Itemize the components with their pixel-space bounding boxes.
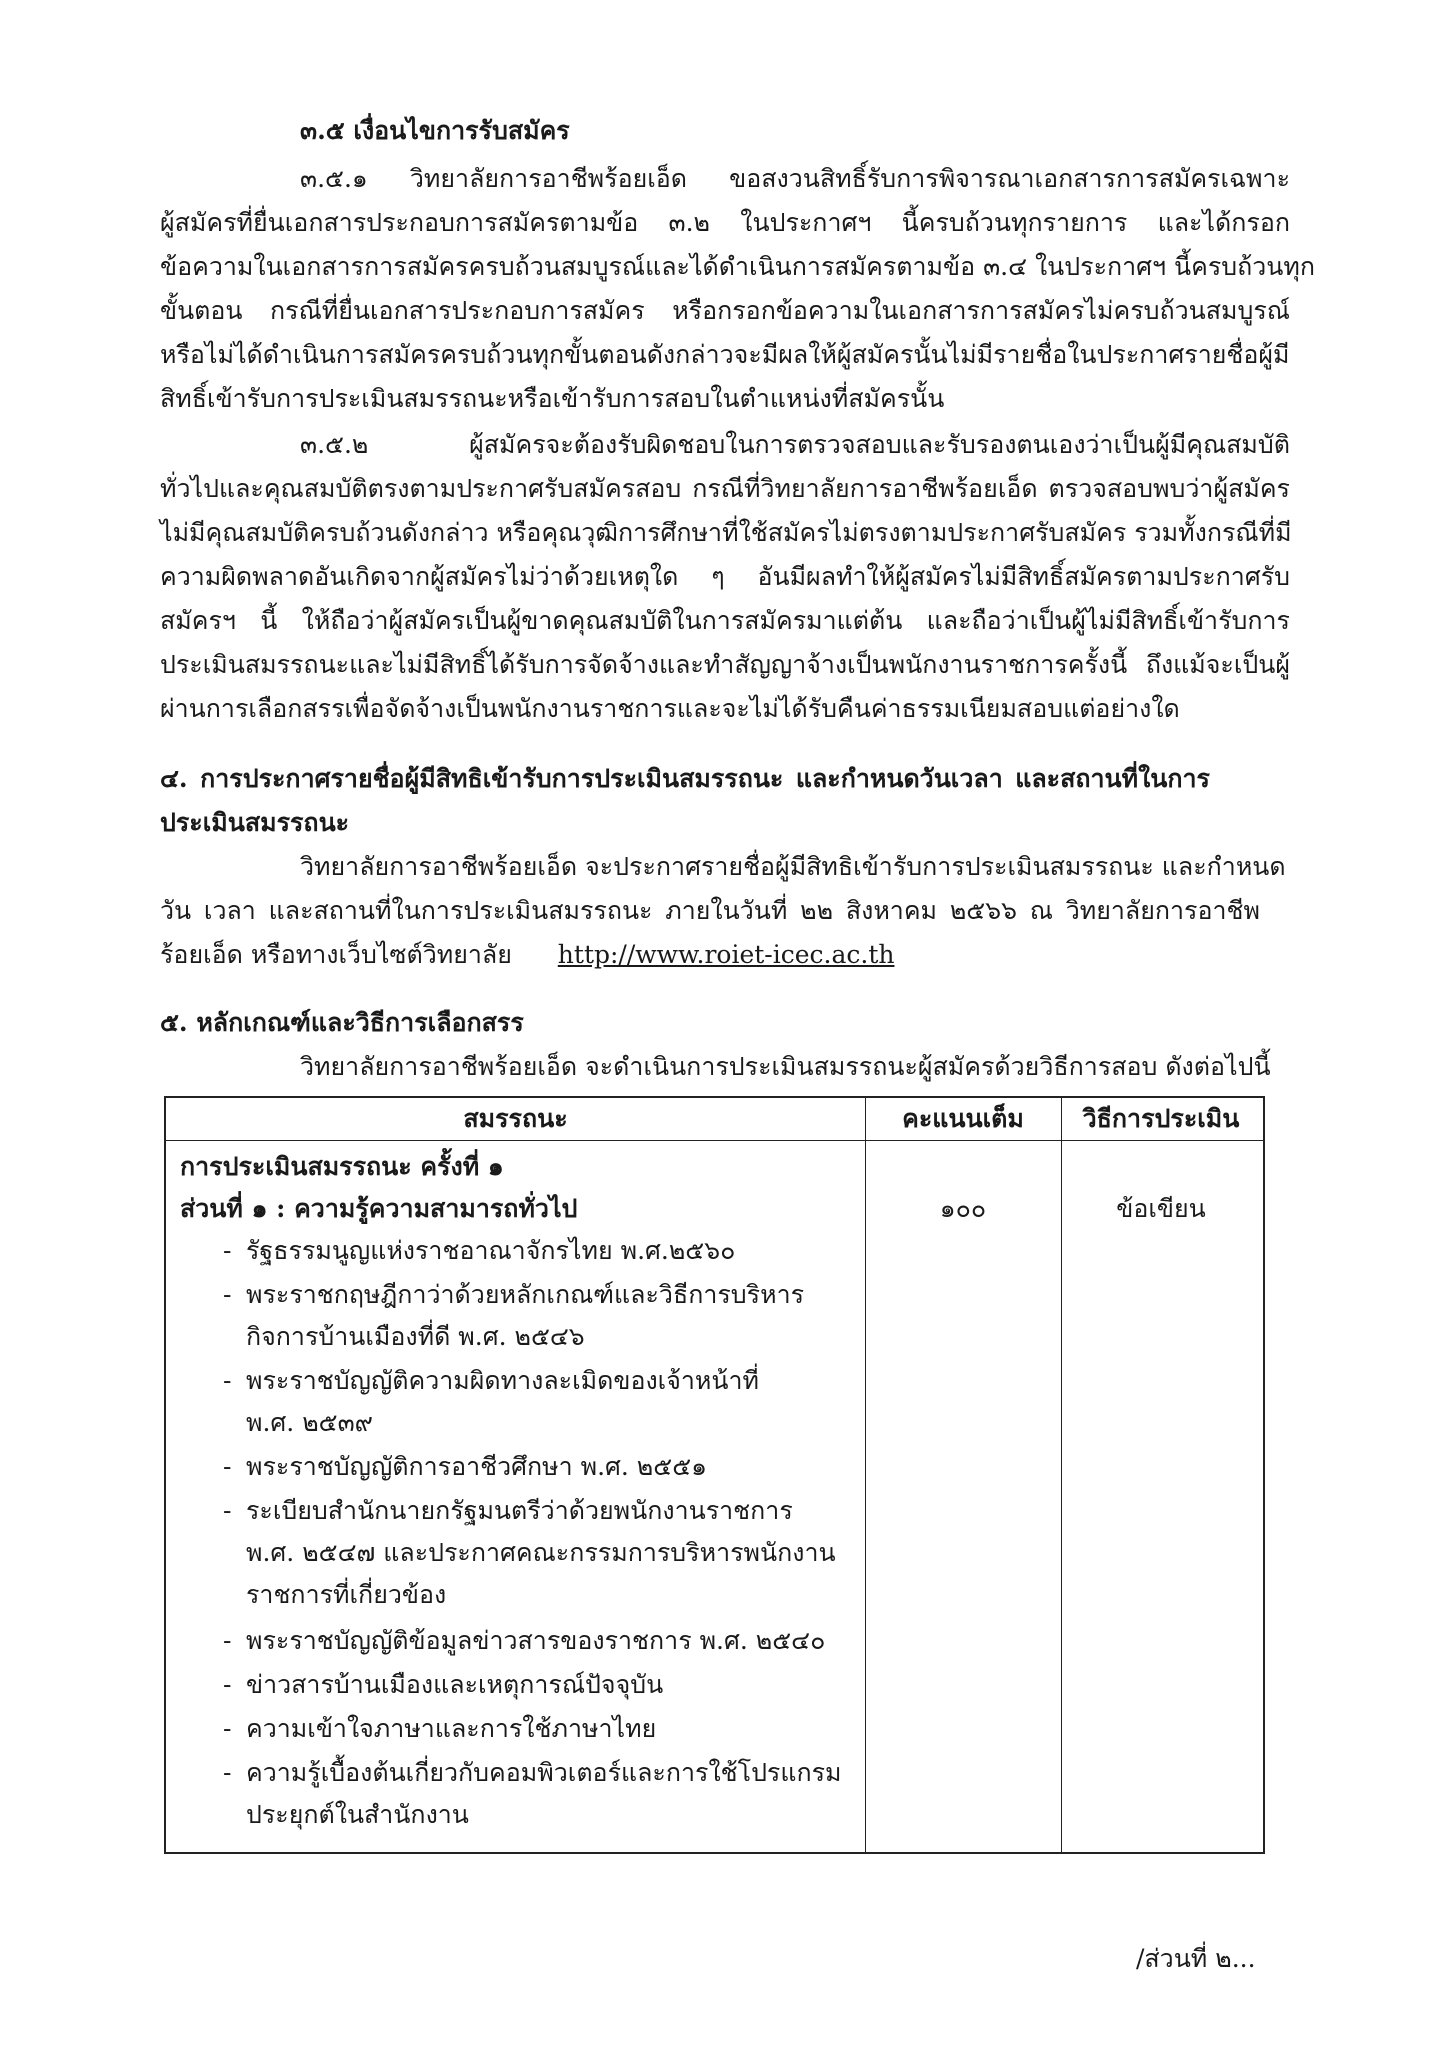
assessment-round: การประเมินสมรรถนะ ครั้งที่ ๑	[180, 1152, 504, 1181]
paragraph-line: ขั้นตอน กรณีที่ยื่นเอกสารประกอบการสมัคร หรือกรอกข้อความในเอกสารการสมัครไม่ครบถ้วนสมบูรณ์	[160, 296, 1290, 325]
table-header-full-score: คะแนนเต็ม	[902, 1104, 1024, 1133]
list-item-cont: กิจการบ้านเมืองที่ดี พ.ศ. ๒๕๔๖	[246, 1322, 585, 1351]
paragraph-line: ผ่านการเลือกสรรเพื่อจัดจ้างเป็นพนักงานราชการและจะไม่ได้รับคืนค่าธรรมเนียมสอบแต่อย่างใด	[160, 694, 1180, 723]
section-4-heading: ๔. การประกาศรายชื่อผู้มีสิทธิเข้ารับการประเมินสมรรถนะ และกำหนดวันเวลา และสถานที่ในการ	[160, 764, 1210, 793]
college-website-link[interactable]: http://www.roiet-icec.ac.th	[557, 940, 895, 969]
table-header-competency: สมรรถนะ	[463, 1104, 568, 1133]
paragraph-line: ทั่วไปและคุณสมบัติตรงตามประกาศรับสมัครสอบ กรณีที่วิทยาลัยการอาชีพร้อยเอ็ด ตรวจสอบพบว่าผู้สมัคร	[160, 474, 1290, 503]
paragraph-line: สิทธิ์เข้ารับการประเมินสมรรถนะหรือเข้ารับการสอบในตำแหน่งที่สมัครนั้น	[160, 384, 945, 413]
section-3-5-heading: ๓.๕ เงื่อนไขการรับสมัคร	[300, 116, 570, 145]
paragraph-line: วิทยาลัยการอาชีพร้อยเอ็ด จะดำเนินการประเมินสมรรถนะผู้สมัครด้วยวิธีการสอบ ดังต่อไปนี้	[300, 1052, 1271, 1081]
section-5-heading: ๕. หลักเกณฑ์และวิธีการเลือกสรร	[160, 1008, 524, 1037]
list-item-cont: พ.ศ. ๒๕๓๙	[246, 1408, 373, 1437]
section-4-heading-cont: ประเมินสมรรถนะ	[160, 808, 350, 837]
assessment-table: สมรรถนะ คะแนนเต็ม วิธีการประเมิน การประเมินสมรรถนะ ครั้งที่ ๑ ส่วนที่ ๑ : ความรู้ความสามารถทั่วไป ๑๐๐ ข้อเขียน - รัฐธรรมนูญแห่งราชอาณาจักรไทย พ.ศ.๒๕๖๐ - พระราชกฤษฎีกาว่าด้วยหลักเกณฑ์และวิธีการบริหาร กิจการบ้านเมืองที่ดี พ.ศ. ๒๕๔๖ - พระราชบัญญัติความผิดทางละเมิดของเจ้าหน้าที่ พ.ศ. ๒๕๓๙ - พระราชบัญญัติการอาชีวศึกษา พ.ศ. ๒๕๕๑ - ระเบียบสำนักนายกรัฐมนตรีว่าด้วยพนักงานราชการ พ.ศ. ๒๕๔๗ และประกาศคณะกรรมการบริหารพนักงาน ราชการที่เกี่ยวข้อง - พระราชบัญญัติข้อมูลข่าวสารของราชการ พ.ศ. ๒๕๔๐ - ข่าวสารบ้านเมืองและเหตุการณ์ปัจจุบัน - ความเข้าใจภาษาและการใช้ภาษาไทย - ความรู้เบื้องต้นเกี่ยวกับคอมพิวเตอร์และการใช้โปรแกรม ประยุกต์ในสำนักงาน	[164, 1096, 1265, 1854]
page-continuation: /ส่วนที่ ๒...	[1136, 1944, 1256, 1973]
list-item-cont: ประยุกต์ในสำนักงาน	[246, 1800, 469, 1829]
paragraph-line	[160, 940, 1290, 970]
list-item-cont: พ.ศ. ๒๕๔๗ และประกาศคณะกรรมการบริหารพนักงาน	[246, 1538, 836, 1567]
paragraph-line: สมัครฯ นี้ ให้ถือว่าผู้สมัครเป็นผู้ขาดคุณสมบัติในการสมัครมาแต่ต้น และถือว่าเป็นผู้ไม่มีสิทธิ์เข้ารับการ	[160, 606, 1290, 635]
table-header-method: วิธีการประเมิน	[1082, 1104, 1240, 1133]
paragraph-line: ๓.๕.๑ วิทยาลัยการอาชีพร้อยเอ็ด ขอสงวนสิทธิ์รับการพิจารณาเอกสารการสมัครเฉพาะ	[300, 164, 1290, 193]
paragraph-line: ไม่มีคุณสมบัติครบถ้วนดังกล่าว หรือคุณวุฒิการศึกษาที่ใช้สมัครไม่ตรงตามประกาศรับสมัคร รวมทั้งกรณีที่มี	[160, 518, 1292, 547]
paragraph-line: หรือไม่ได้ดำเนินการสมัครครบถ้วนทุกขั้นตอนดังกล่าวจะมีผลให้ผู้สมัครนั้นไม่มีรายชื่อในประกาศรายชื่อผู้มี	[160, 340, 1290, 369]
paragraph-line: วิทยาลัยการอาชีพร้อยเอ็ด จะประกาศรายชื่อผู้มีสิทธิเข้ารับการประเมินสมรรถนะ และกำหนด	[300, 852, 1286, 881]
paragraph-line: ผู้สมัครที่ยื่นเอกสารประกอบการสมัครตามข้อ ๓.๒ ในประกาศฯ นี้ครบถ้วนทุกรายการ และได้กรอก	[160, 208, 1290, 237]
table-header-divider	[166, 1140, 1263, 1141]
list-item-cont: ราชการที่เกี่ยวข้อง	[246, 1580, 447, 1609]
paragraph-line: ความผิดพลาดอันเกิดจากผู้สมัครไม่ว่าด้วยเหตุใด ๆ อันมีผลทำให้ผู้สมัครไม่มีสิทธิ์สมัครตามประกาศรับ	[160, 562, 1290, 591]
full-score-value: ๑๐๐	[939, 1194, 987, 1223]
paragraph-line: วัน เวลา และสถานที่ในการประเมินสมรรถนะ ภายในวันที่ ๒๒ สิงหาคม ๒๕๖๖ ณ วิทยาลัยการอาชีพ	[160, 896, 1260, 925]
paragraph-text: ร้อยเอ็ด หรือทางเว็บไซต์วิทยาลัย	[160, 940, 512, 969]
assessment-part: ส่วนที่ ๑ : ความรู้ความสามารถทั่วไป	[180, 1194, 578, 1223]
paragraph-line: ข้อความในเอกสารการสมัครครบถ้วนสมบูรณ์และได้ดำเนินการสมัครตามข้อ ๓.๔ ในประกาศฯ นี้ครบถ้วนทุก	[160, 252, 1316, 281]
paragraph-line: ประเมินสมรรถนะและไม่มีสิทธิ์ได้รับการจัดจ้างและทำสัญญาจ้างเป็นพนักงานราชการครั้งนี้ ถึงแม้จะเป็นผู้	[160, 650, 1290, 679]
paragraph-line: ๓.๕.๒ ผู้สมัครจะต้องรับผิดชอบในการตรวจสอบและรับรองตนเองว่าเป็นผู้มีคุณสมบัติ	[300, 430, 1290, 459]
method-value: ข้อเขียน	[1116, 1194, 1206, 1223]
